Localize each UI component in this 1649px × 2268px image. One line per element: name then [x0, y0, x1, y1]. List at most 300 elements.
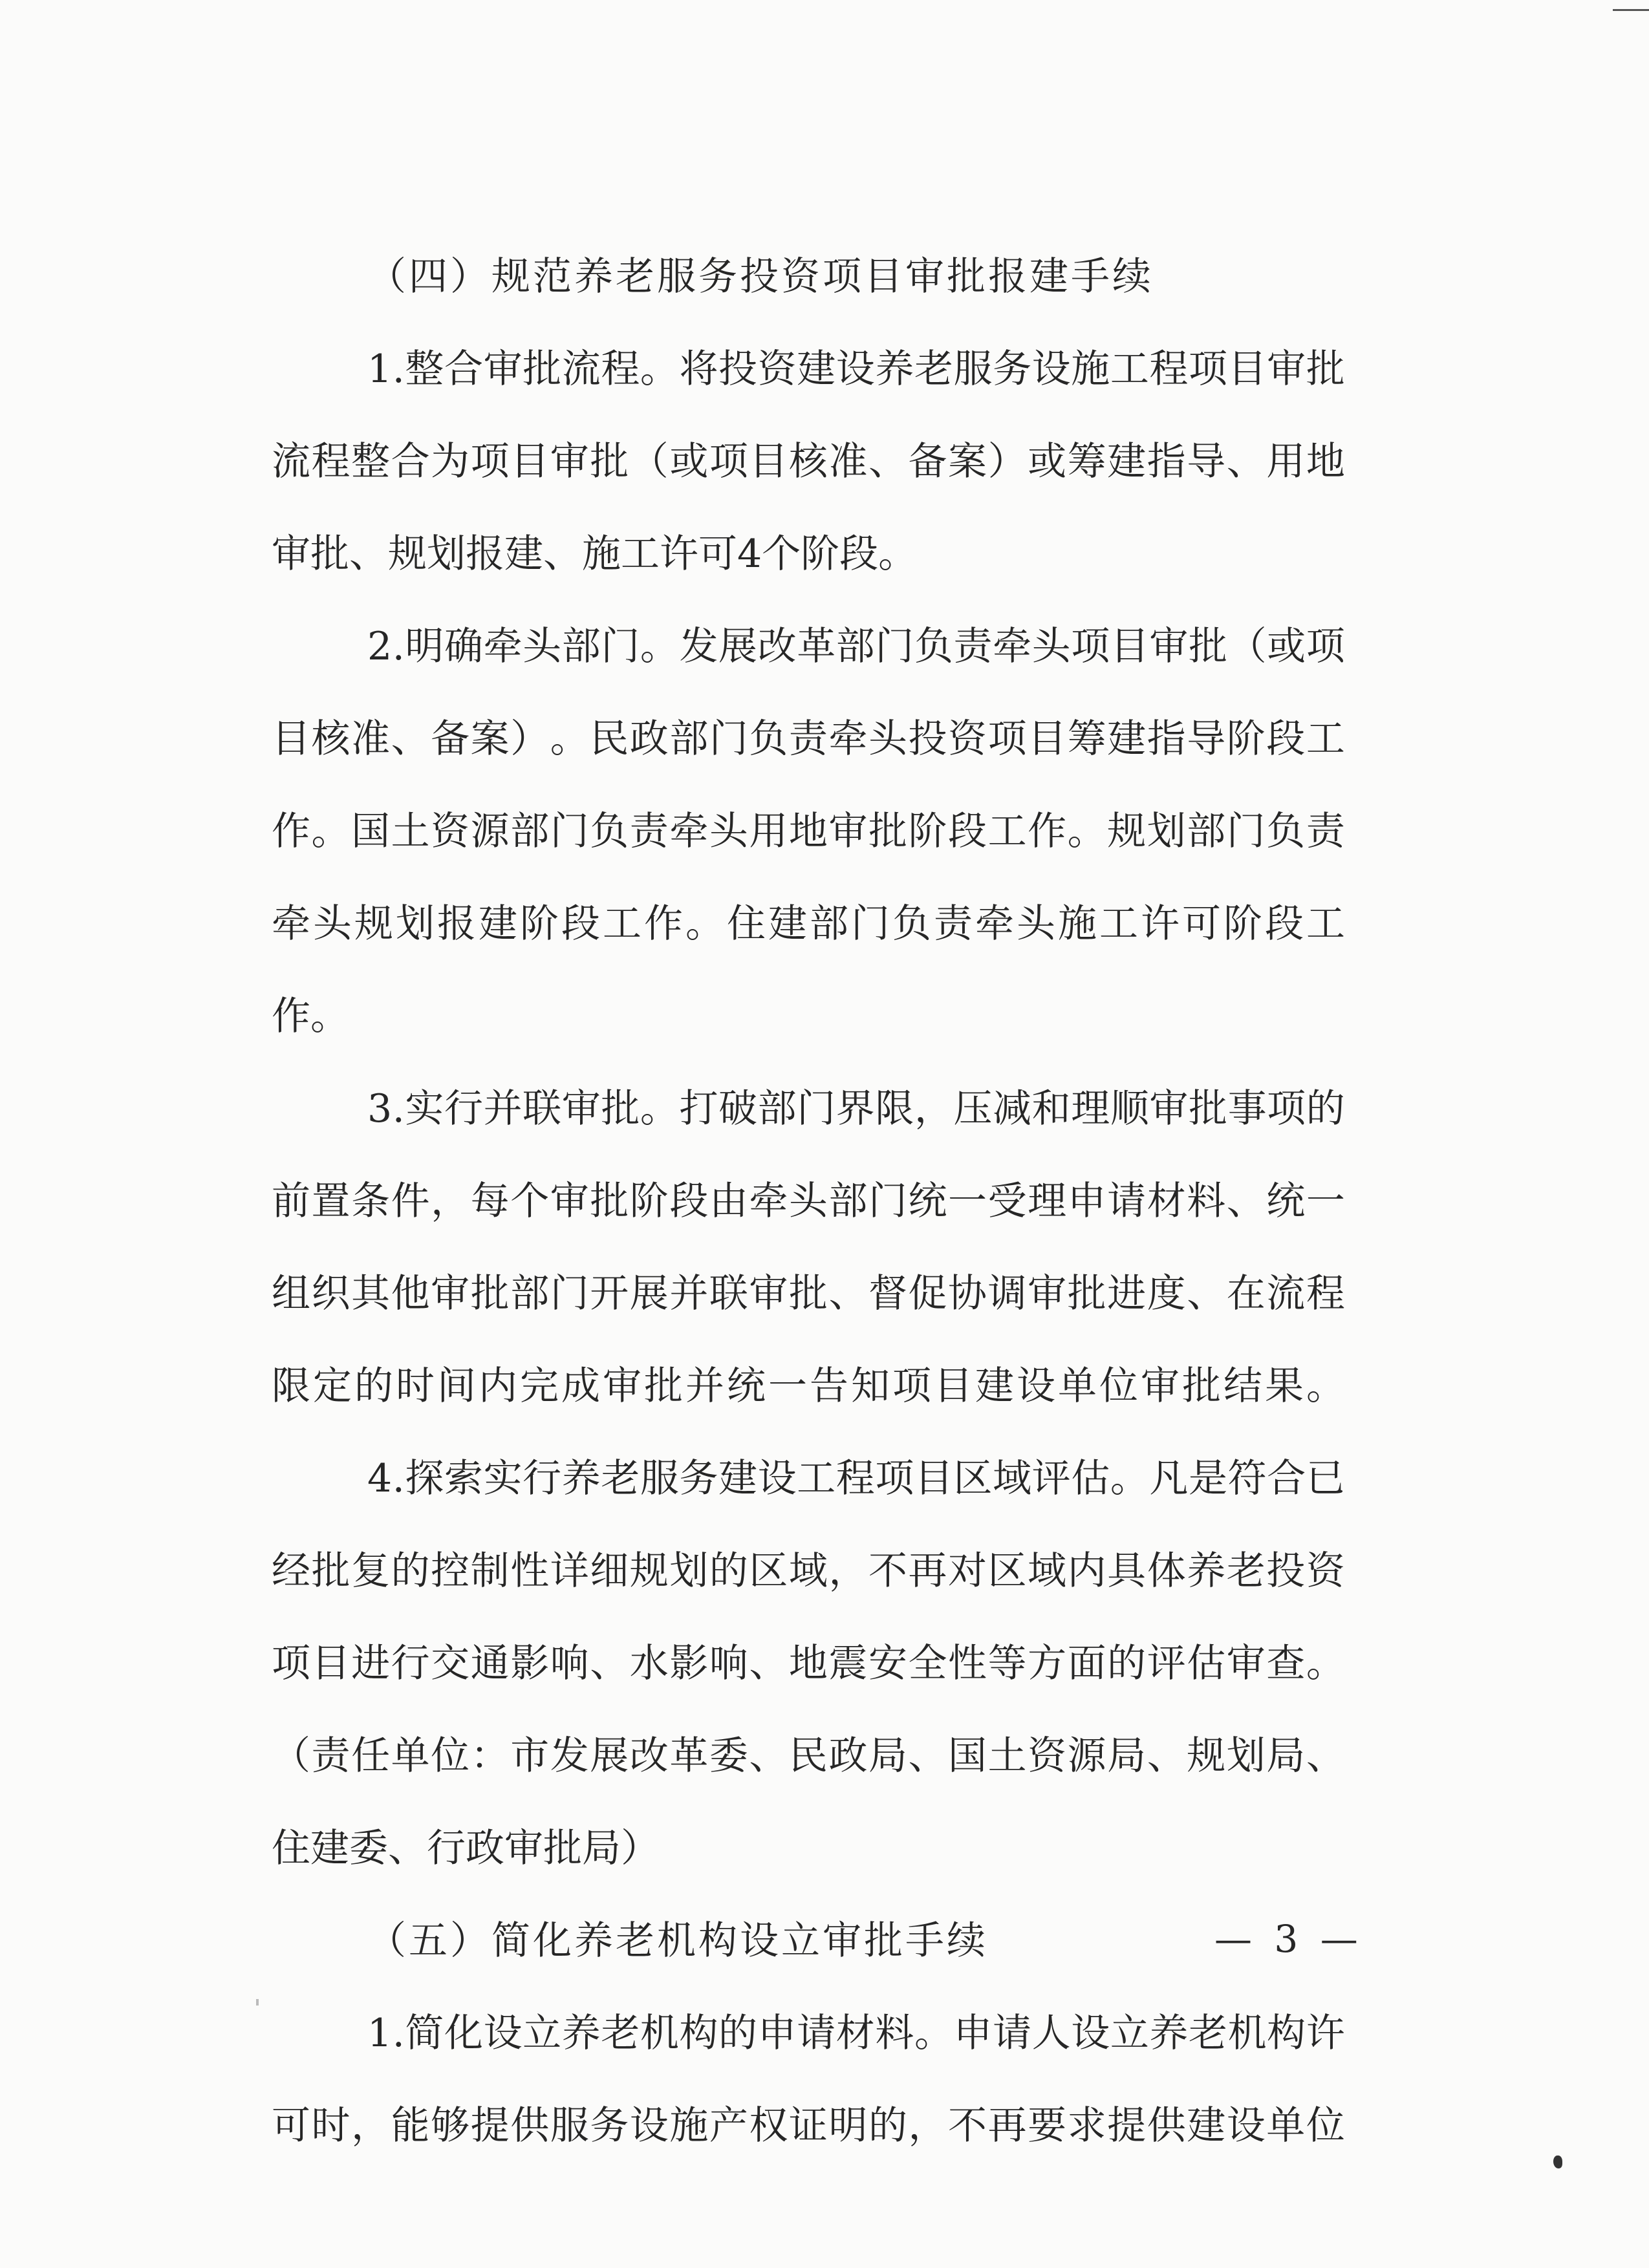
glyph: 门	[851, 901, 890, 947]
paragraph-line	[272, 624, 1345, 669]
glyph: 影	[510, 1641, 550, 1686]
glyph: 估	[1071, 1456, 1110, 1501]
glyph: 体	[1147, 1548, 1186, 1594]
glyph: 局	[1266, 1733, 1306, 1779]
glyph: 批	[590, 1179, 629, 1224]
glyph: 批	[523, 347, 562, 392]
glyph: 责	[788, 716, 828, 762]
glyph: 。	[1306, 1641, 1345, 1686]
paragraph-line	[272, 1548, 1345, 1594]
glyph: 设	[835, 347, 875, 392]
glyph: .	[392, 1456, 405, 1501]
glyph: 请	[1107, 1179, 1147, 1224]
glyph: 。	[914, 2011, 953, 2056]
glyph: 发	[550, 1733, 589, 1779]
glyph: 整	[405, 347, 444, 392]
glyph: 通	[470, 1641, 510, 1686]
glyph: 批	[601, 1086, 640, 1131]
glyph: ：	[470, 1733, 510, 1779]
glyph: 和	[1031, 1086, 1071, 1131]
glyph: 成	[561, 1364, 600, 1409]
glyph: 责	[311, 1733, 350, 1779]
glyph: 目	[1028, 716, 1067, 762]
glyph: 划	[1147, 809, 1186, 854]
glyph: 实	[483, 1456, 523, 1501]
glyph: 目	[272, 716, 310, 762]
glyph: 申	[1067, 1179, 1106, 1224]
glyph: 区	[953, 1456, 993, 1501]
glyph: ）	[987, 439, 1027, 484]
glyph: 门	[1226, 809, 1266, 854]
glyph: 详	[550, 1548, 589, 1594]
glyph: （	[272, 1733, 310, 1779]
glyph: 核	[311, 716, 350, 762]
glyph: 行	[391, 1641, 430, 1686]
glyph: 压	[953, 1086, 993, 1131]
paragraph-line	[272, 1179, 1345, 1224]
glyph: 工	[1306, 716, 1345, 762]
glyph: 协	[948, 1271, 987, 1316]
glyph: 筹	[1067, 439, 1106, 484]
glyph: 土	[987, 1733, 1027, 1779]
glyph: 用	[1266, 439, 1306, 484]
glyph: 建	[768, 901, 807, 947]
glyph: 批	[1188, 624, 1227, 669]
glyph: 改	[757, 624, 797, 669]
paragraph-line: 审批、规划报建、施工许可4个阶段。	[272, 531, 918, 577]
glyph: 程	[1149, 347, 1189, 392]
glyph: 个	[510, 1179, 550, 1224]
glyph: 整	[351, 439, 391, 484]
paragraph-line	[272, 1641, 1345, 1686]
glyph: 划	[1226, 1733, 1266, 1779]
glyph: 审	[431, 1271, 470, 1316]
glyph: 限	[272, 1364, 310, 1409]
glyph: 内	[1067, 1548, 1106, 1594]
glyph: 牵	[483, 624, 523, 669]
glyph: 探	[405, 1456, 444, 1501]
glyph: 明	[405, 624, 444, 669]
glyph: 申	[953, 2011, 993, 2056]
glyph: 投	[718, 347, 758, 392]
glyph: 组	[272, 1271, 310, 1316]
glyph: 阶	[520, 901, 559, 947]
glyph: 牵	[993, 624, 1032, 669]
paragraph-line	[272, 439, 1345, 484]
glyph: 展	[629, 1271, 669, 1316]
glyph: 证	[788, 2103, 828, 2148]
glyph: 任	[351, 1733, 391, 1779]
glyph: 供	[510, 2103, 550, 2148]
glyph: 果	[1265, 1364, 1304, 1409]
glyph: 老	[914, 347, 953, 392]
glyph: 建	[718, 1456, 758, 1501]
glyph: 性	[510, 1548, 550, 1594]
glyph: 规	[1187, 1733, 1226, 1779]
glyph: 头	[523, 624, 562, 669]
glyph: 请	[797, 2011, 836, 2056]
glyph: 面	[1067, 1641, 1106, 1686]
glyph: （	[629, 439, 669, 484]
glyph: 的	[709, 1548, 748, 1594]
glyph: 养	[875, 347, 914, 392]
glyph: 设	[1071, 2011, 1110, 2056]
glyph: 建	[1187, 2103, 1226, 2148]
glyph: 设	[1017, 1364, 1055, 1409]
glyph: 养	[1187, 1548, 1226, 1594]
glyph: 审	[749, 1271, 788, 1316]
glyph: 其	[351, 1271, 391, 1316]
glyph: 统	[1266, 1179, 1306, 1224]
glyph: 部	[510, 809, 550, 854]
glyph: 区	[987, 1548, 1027, 1594]
glyph: 项	[875, 1456, 914, 1501]
glyph: 责	[953, 624, 993, 669]
glyph: 目	[749, 439, 788, 484]
glyph: 每	[470, 1179, 510, 1224]
glyph: 养	[561, 2011, 601, 2056]
glyph: 全	[908, 1641, 947, 1686]
glyph: 域	[993, 1456, 1032, 1501]
glyph: 构	[1267, 2011, 1306, 2056]
glyph: 段	[1266, 716, 1306, 762]
glyph: 间	[437, 1364, 476, 1409]
glyph: 阶	[629, 1179, 669, 1224]
glyph: 织	[311, 1271, 350, 1316]
glyph: 、	[828, 1271, 868, 1316]
glyph: 项	[1071, 624, 1110, 669]
glyph: 施	[1058, 901, 1097, 947]
glyph: 老	[601, 2011, 640, 2056]
glyph: 审	[1141, 1364, 1180, 1409]
glyph: 审	[603, 1364, 641, 1409]
glyph: 索	[444, 1456, 483, 1501]
glyph: 源	[470, 809, 510, 854]
glyph: 段	[561, 901, 600, 947]
glyph: 度	[1147, 1271, 1186, 1316]
glyph: 审	[1028, 1271, 1067, 1316]
glyph: 负	[892, 901, 931, 947]
glyph: 审	[1149, 624, 1189, 669]
glyph: 的	[354, 1364, 393, 1409]
glyph: 局	[1107, 1733, 1147, 1779]
glyph: 目	[1227, 347, 1267, 392]
glyph: 。	[1110, 1456, 1149, 1501]
glyph: 养	[1149, 2011, 1189, 2056]
glyph: 牵	[975, 901, 1014, 947]
glyph: 国	[351, 809, 391, 854]
glyph: ，	[914, 1086, 953, 1131]
glyph: 项	[892, 1364, 931, 1409]
glyph: 。	[640, 1086, 679, 1131]
glyph: 程	[835, 1456, 875, 1501]
glyph: 头	[868, 716, 907, 762]
glyph: 头	[1031, 624, 1071, 669]
glyph: 4	[367, 1456, 393, 1501]
glyph: 具	[1107, 1548, 1147, 1594]
glyph: 事	[1227, 1086, 1267, 1131]
glyph: 展	[718, 624, 758, 669]
glyph: 地	[788, 809, 828, 854]
glyph: 国	[948, 1733, 987, 1779]
glyph: 资	[1028, 1733, 1067, 1779]
glyph: 门	[875, 624, 914, 669]
glyph: 时	[311, 2103, 350, 2148]
glyph: 打	[679, 1086, 718, 1131]
glyph: 再	[908, 1548, 947, 1594]
glyph: 委	[709, 1733, 748, 1779]
glyph: 部	[828, 1179, 868, 1224]
glyph: 导	[1187, 716, 1226, 762]
glyph: 明	[828, 2103, 868, 2148]
glyph: 项	[1267, 1086, 1306, 1131]
paragraph-line	[272, 1364, 1345, 1409]
glyph: 审	[1267, 347, 1306, 392]
glyph: 展	[590, 1733, 629, 1779]
glyph: .	[392, 1086, 405, 1131]
glyph: 牵	[749, 1179, 788, 1224]
glyph: 、	[908, 1733, 947, 1779]
glyph: 求	[1067, 2103, 1106, 2148]
glyph: 筹	[1067, 716, 1106, 762]
glyph: 行	[444, 1086, 483, 1131]
glyph: 革	[669, 1733, 709, 1779]
glyph: 目	[311, 1641, 350, 1686]
glyph: 统	[727, 1364, 766, 1409]
glyph: 知	[851, 1364, 890, 1409]
glyph: 简	[405, 2011, 444, 2056]
glyph: 项	[1306, 624, 1345, 669]
glyph: 化	[444, 2011, 483, 2056]
paragraph-line	[272, 2011, 1345, 2056]
glyph: 地	[1306, 439, 1345, 484]
glyph: 估	[1187, 1641, 1226, 1686]
glyph: 工	[797, 1456, 836, 1501]
glyph: 的	[718, 2011, 758, 2056]
glyph: 料	[875, 2011, 914, 2056]
glyph: 、	[1187, 1271, 1226, 1316]
glyph: 批	[311, 1548, 350, 1594]
glyph: 改	[629, 1733, 669, 1779]
glyph: 段	[948, 809, 987, 854]
glyph: 凡	[1149, 1456, 1189, 1501]
glyph: ，	[908, 2103, 947, 2148]
glyph: 性	[948, 1641, 987, 1686]
glyph: 料	[1187, 1179, 1226, 1224]
glyph: 并	[669, 1271, 709, 1316]
glyph: 报	[437, 901, 476, 947]
glyph: 响	[709, 1641, 748, 1686]
glyph: 设	[1226, 2103, 1266, 2148]
glyph: 将	[679, 347, 718, 392]
glyph: 投	[908, 716, 947, 762]
glyph: 工	[1099, 901, 1138, 947]
glyph: 流	[1266, 1271, 1306, 1316]
glyph: 责	[629, 809, 669, 854]
glyph: 批	[1067, 1271, 1106, 1316]
glyph: 可	[272, 2103, 310, 2148]
glyph: 符	[1227, 1456, 1267, 1501]
glyph: 务	[679, 1456, 718, 1501]
glyph: 负	[749, 716, 788, 762]
scan-speck	[1553, 2156, 1562, 2168]
glyph: （	[1227, 624, 1267, 669]
glyph: 申	[757, 2011, 797, 2056]
glyph: 政	[828, 1733, 868, 1779]
glyph: 提	[470, 2103, 510, 2148]
glyph: 、	[749, 1733, 788, 1779]
scan-mark	[256, 1999, 259, 2006]
glyph: 建	[479, 901, 517, 947]
glyph: 够	[431, 2103, 470, 2148]
glyph: 机	[640, 2011, 679, 2056]
glyph: 限	[875, 1086, 914, 1131]
glyph: 流	[561, 347, 601, 392]
glyph: 响	[550, 1641, 589, 1686]
glyph: 批	[590, 439, 629, 484]
glyph: 调	[987, 1271, 1027, 1316]
glyph: 方	[1028, 1641, 1067, 1686]
glyph: 划	[669, 1548, 709, 1594]
glyph: 要	[1028, 2103, 1067, 2148]
glyph: 审	[483, 347, 523, 392]
glyph: ，	[828, 1548, 868, 1594]
glyph: 阶	[1223, 901, 1262, 947]
glyph: 务	[993, 347, 1032, 392]
glyph: 经	[272, 1548, 310, 1594]
glyph: 老	[601, 1456, 640, 1501]
glyph: 。	[640, 624, 679, 669]
glyph: 破	[718, 1086, 758, 1131]
glyph: 督	[868, 1271, 907, 1316]
paragraph-line	[272, 901, 1345, 947]
glyph: 部	[561, 624, 601, 669]
glyph: 头	[313, 901, 352, 947]
glyph: .	[392, 347, 405, 392]
glyph: 产	[709, 2103, 748, 2148]
glyph: 审	[561, 1086, 601, 1131]
glyph: 建	[1107, 716, 1147, 762]
glyph: 资	[1306, 1548, 1345, 1594]
glyph: 目	[510, 439, 550, 484]
glyph: 对	[948, 1548, 987, 1594]
glyph: 工	[1110, 347, 1149, 392]
glyph: 导	[1187, 439, 1226, 484]
corner-mark	[1613, 9, 1649, 11]
glyph: 一	[768, 1364, 807, 1409]
paragraph-line	[272, 347, 1345, 392]
glyph: 批	[1188, 1086, 1227, 1131]
glyph: 立	[1110, 2011, 1149, 2056]
glyph: 阶	[1226, 716, 1266, 762]
glyph: 在	[1226, 1271, 1266, 1316]
glyph: 建	[1107, 439, 1147, 484]
glyph: 牵	[828, 716, 868, 762]
glyph: 规	[354, 901, 393, 947]
glyph: 核	[788, 439, 828, 484]
glyph: 备	[908, 439, 947, 484]
glyph: 工	[1306, 901, 1345, 947]
glyph: 不	[868, 1548, 907, 1594]
glyph: 评	[1147, 1641, 1186, 1686]
glyph: 备	[431, 716, 470, 762]
glyph: 统	[908, 1179, 947, 1224]
glyph: 批	[1306, 347, 1345, 392]
paragraph-line	[272, 1271, 1345, 1316]
glyph: 前	[272, 1179, 310, 1224]
paragraph-line	[272, 1733, 1345, 1779]
glyph: 责	[1306, 809, 1345, 854]
glyph: 1	[367, 347, 393, 392]
glyph: 投	[1266, 1548, 1306, 1594]
glyph: 批	[868, 809, 907, 854]
glyph: 部	[510, 1271, 550, 1316]
glyph: 并	[483, 1086, 523, 1131]
glyph: 合	[1267, 1456, 1306, 1501]
glyph: 头	[1017, 901, 1055, 947]
glyph: 位	[1306, 2103, 1345, 2148]
page-number: — 3 —	[1214, 1917, 1363, 1961]
glyph: 项	[709, 439, 748, 484]
glyph: 工	[603, 901, 641, 947]
glyph: 养	[561, 1456, 601, 1501]
glyph: 交	[431, 1641, 470, 1686]
glyph: 影	[669, 1641, 709, 1686]
glyph: 用	[749, 809, 788, 854]
glyph: 审	[550, 439, 589, 484]
glyph: 区	[749, 1548, 788, 1594]
glyph: 或	[669, 439, 709, 484]
glyph: 。	[685, 901, 724, 947]
glyph: 设	[629, 2103, 669, 2148]
glyph: 土	[391, 809, 430, 854]
glyph: 许	[1141, 901, 1180, 947]
glyph: 审	[1226, 1641, 1266, 1686]
glyph: 供	[1147, 2103, 1186, 2148]
glyph: 顺	[1110, 1086, 1149, 1131]
glyph: 头	[709, 809, 748, 854]
glyph: 门	[868, 1179, 907, 1224]
glyph: 牵	[272, 901, 310, 947]
glyph: 1	[367, 2011, 393, 2056]
glyph: 部	[835, 624, 875, 669]
glyph: 置	[311, 1179, 350, 1224]
glyph: 他	[391, 1271, 430, 1316]
glyph: 局	[868, 1733, 907, 1779]
glyph: .	[392, 624, 405, 669]
glyph: 安	[868, 1641, 907, 1686]
glyph: 为	[431, 439, 470, 484]
glyph: 。	[311, 809, 350, 854]
glyph: 、	[391, 716, 430, 762]
glyph: 评	[1031, 1456, 1071, 1501]
glyph: 定	[313, 1364, 352, 1409]
glyph: 并	[685, 1364, 724, 1409]
glyph: 门	[601, 624, 640, 669]
glyph: 负	[1266, 809, 1306, 854]
glyph: 。	[1067, 809, 1106, 854]
glyph: 域	[1028, 1548, 1067, 1594]
glyph: 准	[828, 439, 868, 484]
section-heading-5: （五）简化养老机构设立审批手续	[367, 1918, 988, 1963]
glyph: 促	[908, 1271, 947, 1316]
glyph: 合	[444, 347, 483, 392]
paragraph-line	[272, 809, 1345, 854]
glyph: 是	[1188, 1456, 1227, 1501]
glyph: 负	[590, 809, 629, 854]
glyph: 准	[351, 716, 391, 762]
glyph: 项	[987, 716, 1027, 762]
